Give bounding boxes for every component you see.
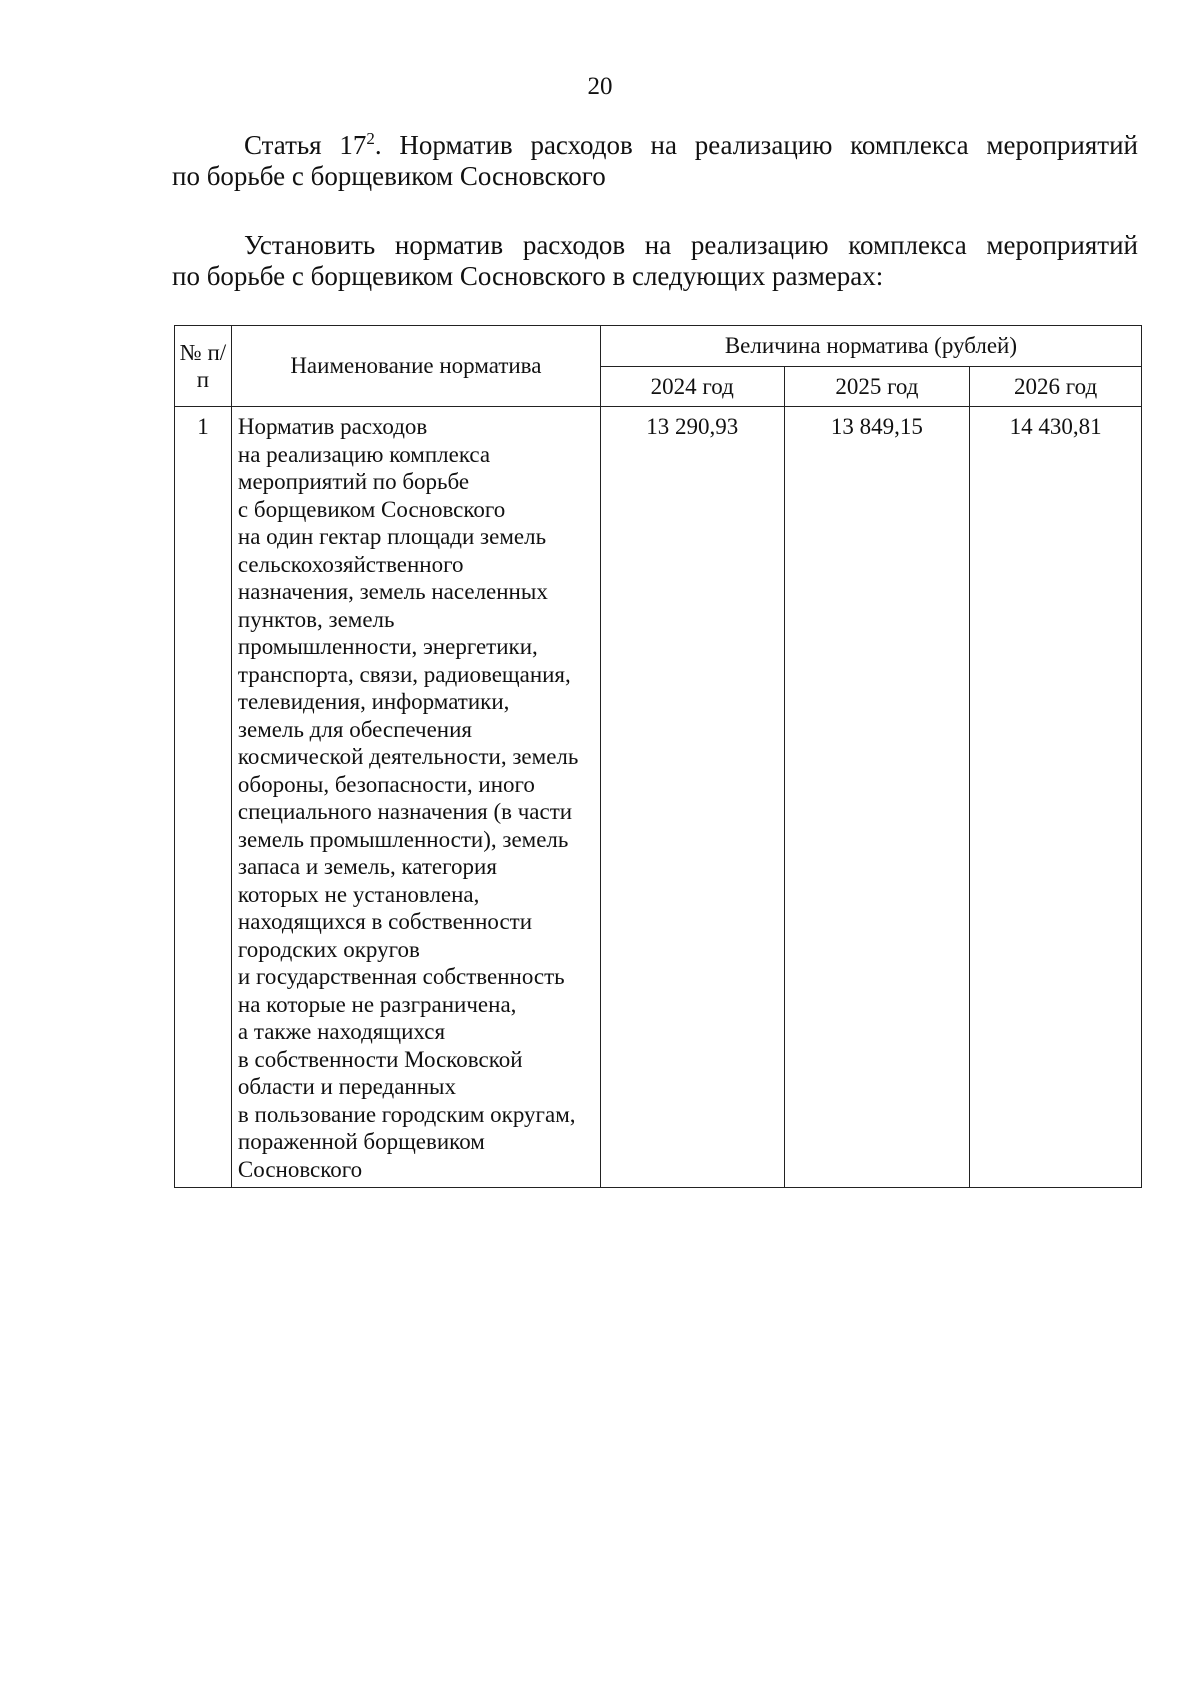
norm-table <box>174 325 1142 1188</box>
row-name-line: области и переданных <box>237 1074 457 1099</box>
row-name-line: Норматив расходов <box>237 414 428 439</box>
row-name-line: промышленности, энергетики, <box>237 634 538 659</box>
row-name-line: на которые не разграничена, <box>237 991 517 1017</box>
row-name-line: земель для обеспечения <box>237 716 472 742</box>
row-name-line: и государственная собственность <box>237 964 565 989</box>
row-name-line: в пользование городским округам, <box>237 1101 576 1127</box>
row-name <box>231 407 600 1188</box>
row-name-line: специального назначения (в части <box>237 799 573 824</box>
header-year-2026: 2026 год <box>970 366 1142 407</box>
intro-line-1: Установить норматив расходов на реализацию комплекса мероприятий <box>244 230 1138 260</box>
row-name-line: Сосновского <box>237 1156 363 1182</box>
row-name-line: а также находящихся <box>237 1019 446 1044</box>
page-number: 20 <box>587 73 613 100</box>
row-name-line: пораженной борщевиком <box>237 1129 485 1154</box>
header-name: Наименование норматива <box>231 326 600 407</box>
row-name-line: земель промышленности), земель <box>237 826 569 852</box>
row-num: 1 <box>175 407 232 1188</box>
row-name-line: сельскохозяйственного <box>237 551 464 577</box>
row-value-2024: 13 290,93 <box>600 407 784 1188</box>
row-name-line: назначения, земель населенных <box>237 579 548 604</box>
header-value-group: Величина норматива (рублей) <box>600 326 1141 367</box>
article-heading <box>172 130 1138 192</box>
intro-line-2: по борьбе с борщевиком Сосновского в следующих размерах: <box>172 261 884 291</box>
article-prefix: Статья 17 <box>244 130 367 160</box>
header-num: № п/п <box>175 326 232 407</box>
article-superscript: 2 <box>366 129 375 148</box>
row-name-line: телевидения, информатики, <box>237 689 510 714</box>
row-name-line: транспорта, связи, радиовещания, <box>237 661 571 687</box>
row-name-line: на один гектар площади земель <box>237 524 547 549</box>
row-name-line: городских округов <box>237 936 420 962</box>
article-title-line-1 <box>172 130 1138 161</box>
intro-paragraph <box>172 230 1138 292</box>
article-title-rest: . Норматив расходов на реализацию комплекса мероприятий <box>374 130 1138 160</box>
header-year-2025: 2025 год <box>784 366 970 407</box>
row-name-line: с борщевиком Сосновского <box>237 496 506 522</box>
row-name-line: находящихся в собственности <box>237 909 533 934</box>
row-value-2026: 14 430,81 <box>970 407 1142 1188</box>
row-value-2025: 13 849,15 <box>784 407 970 1188</box>
row-name-line: которых не установлена, <box>237 881 480 907</box>
row-name-line: запаса и земель, категория <box>237 854 497 879</box>
table-row <box>175 407 1142 1188</box>
article-title-line-2: по борьбе с борщевиком Сосновского <box>172 161 606 191</box>
row-name-line: пунктов, земель <box>237 606 395 632</box>
row-name-line: обороны, безопасности, иного <box>237 771 535 797</box>
row-name-line: на реализацию комплекса <box>237 441 491 467</box>
row-name-line: космической деятельности, земель <box>237 744 579 769</box>
row-name-lines <box>238 413 596 1183</box>
row-name-line: в собственности Московской <box>237 1046 523 1072</box>
header-year-2024: 2024 год <box>600 366 784 407</box>
table-header-row-1 <box>175 326 1142 367</box>
row-name-line: мероприятий по борьбе <box>237 469 470 494</box>
